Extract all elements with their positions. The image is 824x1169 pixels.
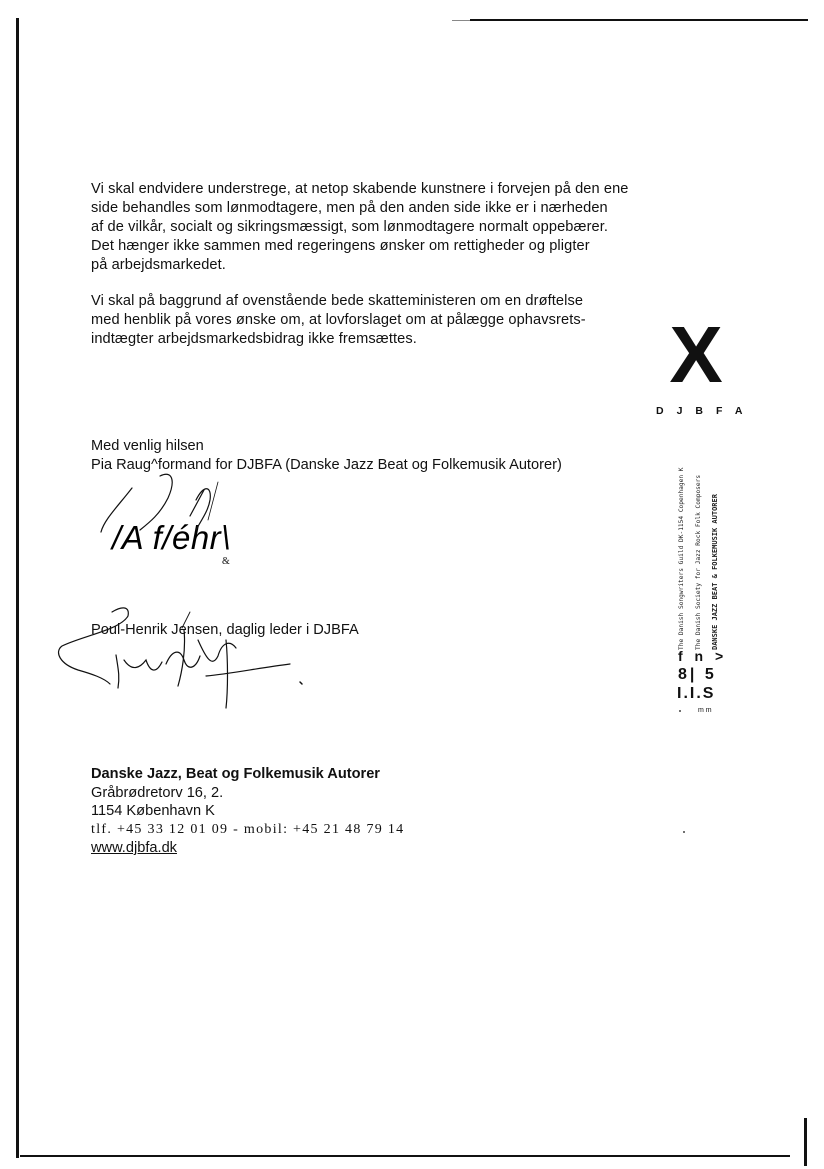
sidebar-big-row-1: f n > (678, 648, 728, 664)
street-address: Gråbrødretorv 16, 2. (91, 784, 224, 801)
paragraph-line: med henblik på vores ønske om, at lovforslaget om at pålægge ophavsrets- (91, 312, 586, 328)
paragraph-line: Vi skal endvidere understrege, at netop skabende kunstnere i forvejen på den ene (91, 181, 629, 197)
website-link[interactable]: www.djbfa.dk (91, 840, 177, 856)
organisation-name: Danske Jazz, Beat og Folkemusik Autorer (91, 766, 380, 782)
scan-speck (683, 831, 685, 833)
phone-line: tlf. +45 33 12 01 09 - mobil: +45 21 48 79 14 (91, 821, 405, 837)
greeting: Med venlig hilsen (91, 438, 204, 454)
city-address: 1154 København K (91, 803, 215, 819)
sidebar-big-row-2: 8| 5 (678, 666, 717, 683)
address-block (91, 765, 404, 858)
paragraph-line: indtægter arbejdsmarkedsbidrag ikke fremsættes. (91, 331, 417, 347)
sidebar-line-3: DANSKE JAZZ BEAT & FOLKEMUSIK AUTORER (711, 494, 719, 650)
signature-1-text: /A f/éhr\ (112, 519, 231, 556)
signature-1-mark: & (222, 556, 230, 567)
scan-speck (679, 710, 681, 712)
djbfa-logo-mark: X (669, 310, 723, 399)
paragraph-line: Det hænger ikke sammen med regeringens ønsker om rettigheder og pligter (91, 238, 590, 254)
sidebar-small-row: m m (698, 707, 712, 714)
paragraph-line: af de vilkår, socialt og sikringsmæssigt, som lønmodtagere normalt oppebærer. (91, 219, 609, 235)
signer-2: Poul-Henrik Jensen, daglig leder i DJBFA (91, 622, 359, 638)
sidebar-line-1: The Danish Songwriters Guild DK-1154 Copenhagen K (678, 467, 685, 650)
sidebar-line-2: The Danish Society for Jazz Rock Folk Composers (695, 474, 702, 650)
paragraph-line: Vi skal på baggrund af ovenstående bede skatteministeren om en drøftelse (91, 293, 584, 309)
paragraph-line: på arbejdsmarkedet. (91, 257, 226, 273)
sidebar-big-row-3: I.I.S (677, 685, 716, 702)
djbfa-logo-letters: DJBFA (656, 405, 756, 417)
signer-1: Pia Raug^formand for DJBFA (Danske Jazz Beat og Folkemusik Autorer) (91, 457, 562, 473)
paragraph-line: side behandles som lønmodtagere, men på den anden side ikke er i nærheden (91, 200, 608, 216)
